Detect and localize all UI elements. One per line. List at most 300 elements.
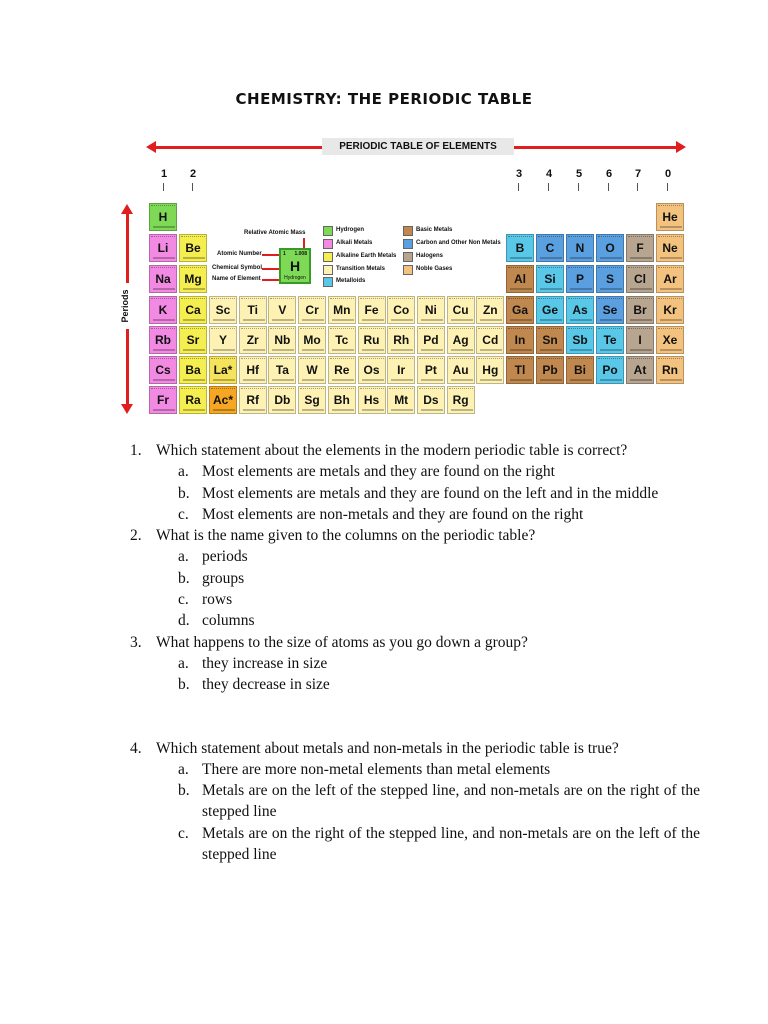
- element-symbol: Po: [602, 363, 618, 377]
- element-symbol: Ne: [662, 241, 678, 255]
- element-name-line: [421, 319, 443, 321]
- element-number-line: [508, 236, 534, 240]
- element-symbol: Os: [363, 363, 380, 377]
- element-cell: [387, 326, 415, 354]
- arrow-down-icon: [121, 404, 133, 414]
- element-name-line: [153, 257, 175, 259]
- element-number-line: [449, 328, 475, 332]
- element-symbol: C: [545, 241, 555, 255]
- answer-option: [178, 780, 700, 823]
- option-text: Most elements are non-metals and they are found on the right: [202, 505, 584, 523]
- element-symbol: Cl: [634, 272, 646, 286]
- element-symbol: Ar: [663, 272, 677, 286]
- element-cell: [596, 296, 624, 324]
- element-number-line: [389, 298, 415, 302]
- arrow-up-icon: [121, 204, 133, 214]
- element-name-line: [213, 379, 235, 381]
- key-pointer-line: [262, 254, 279, 256]
- element-symbol: Ga: [511, 303, 528, 317]
- element-number-line: [300, 388, 326, 392]
- element-cell: [328, 356, 356, 384]
- element-number-line: [270, 328, 296, 332]
- element-name-line: [660, 257, 682, 259]
- element-symbol: Kr: [663, 303, 677, 317]
- element-name-line: [153, 319, 175, 321]
- element-symbol: V: [278, 303, 287, 317]
- periodic-table-banner: [0, 138, 768, 156]
- key-atomic-number: Atomic Number: [217, 251, 262, 257]
- element-number-line: [538, 267, 564, 271]
- element-cell: [149, 326, 177, 354]
- element-symbol: Sr: [186, 333, 200, 347]
- element-cell: [268, 326, 296, 354]
- periods-label: Periods: [120, 283, 134, 329]
- element-cell: [566, 296, 594, 324]
- element-cell: [596, 326, 624, 354]
- element-cell: [506, 356, 534, 384]
- element-cell: [566, 326, 594, 354]
- element-symbol: W: [306, 363, 318, 377]
- element-cell: [417, 296, 445, 324]
- element-cell: [149, 386, 177, 414]
- element-name-line: [302, 319, 324, 321]
- legend-swatch: [403, 239, 413, 249]
- element-number-line: [360, 328, 386, 332]
- element-number-line: [628, 236, 654, 240]
- element-name-line: [362, 349, 384, 351]
- element-name-line: [272, 409, 294, 411]
- key-example-name: Hydrogen: [284, 275, 306, 281]
- question: [130, 525, 700, 546]
- legend-swatch: [323, 277, 333, 287]
- element-cell: [506, 326, 534, 354]
- element-symbol: I: [638, 333, 642, 347]
- element-symbol: Hg: [482, 363, 499, 377]
- element-name-line: [480, 349, 502, 351]
- element-cell: [179, 296, 207, 324]
- element-name-line: [510, 319, 532, 321]
- element-cell: [626, 356, 654, 384]
- element-name-line: [630, 379, 652, 381]
- element-symbol: Al: [514, 272, 526, 286]
- element-symbol: Ca: [185, 303, 201, 317]
- answer-option: [178, 589, 700, 610]
- element-cell: [328, 326, 356, 354]
- element-cell: [417, 356, 445, 384]
- element-symbol: Sb: [572, 333, 588, 347]
- element-symbol: Li: [157, 241, 169, 255]
- question-number: 1.: [130, 442, 142, 459]
- element-symbol: Mn: [333, 303, 351, 317]
- element-name-line: [451, 379, 473, 381]
- element-cell: [358, 326, 386, 354]
- element-symbol: Rh: [393, 333, 410, 347]
- element-name-line: [540, 257, 562, 259]
- element-name-line: [630, 349, 652, 351]
- element-symbol: Rb: [155, 333, 171, 347]
- element-name-line: [600, 319, 622, 321]
- arrow-left-icon: [146, 141, 156, 153]
- option-letter: a.: [178, 463, 189, 481]
- group-number: 6: [599, 168, 619, 180]
- element-cell: [506, 265, 534, 293]
- option-letter: a.: [178, 760, 189, 778]
- element-number-line: [241, 298, 267, 302]
- group-number: 5: [569, 168, 589, 180]
- option-letter: d.: [178, 612, 190, 630]
- option-letter: a.: [178, 654, 189, 672]
- element-number-line: [151, 205, 177, 209]
- answer-option: [178, 461, 700, 482]
- element-number-line: [419, 358, 445, 362]
- legend-label: Transition Metals: [336, 266, 386, 272]
- option-letter: b.: [178, 782, 190, 800]
- element-number-line: [360, 298, 386, 302]
- element-name-line: [510, 257, 532, 259]
- element-name-line: [630, 257, 652, 259]
- element-number-line: [658, 298, 684, 302]
- element-cell: [656, 326, 684, 354]
- element-name-line: [391, 349, 413, 351]
- element-name-line: [480, 379, 502, 381]
- element-symbol: Sg: [304, 393, 320, 407]
- element-name-line: [213, 319, 235, 321]
- option-letter: b.: [178, 569, 190, 587]
- element-symbol: Br: [633, 303, 647, 317]
- element-number-line: [538, 298, 564, 302]
- element-name-line: [272, 379, 294, 381]
- element-symbol: Fr: [157, 393, 169, 407]
- key-pointer-line: [262, 268, 279, 270]
- element-cell: [447, 296, 475, 324]
- legend-swatch: [323, 252, 333, 262]
- key-example-mass: 1.008: [294, 251, 307, 257]
- element-number-line: [181, 298, 207, 302]
- element-symbol: Ba: [185, 363, 201, 377]
- element-symbol: Tl: [514, 363, 526, 377]
- element-symbol: Si: [544, 272, 556, 286]
- element-name-line: [183, 288, 205, 290]
- option-text: There are more non-metal elements than metal elements: [202, 760, 551, 778]
- element-cell: [239, 326, 267, 354]
- option-text: they decrease in size: [202, 676, 330, 694]
- element-name-line: [570, 379, 592, 381]
- element-cell: [239, 296, 267, 324]
- legend-label: Halogens: [416, 253, 444, 259]
- element-number-line: [449, 298, 475, 302]
- option-text: periods: [202, 548, 248, 566]
- element-symbol: Ti: [247, 303, 258, 317]
- element-number-line: [419, 328, 445, 332]
- element-number-line: [478, 328, 504, 332]
- element-cell: [358, 386, 386, 414]
- key-example-number: 1: [283, 251, 286, 257]
- element-cell: [209, 386, 237, 414]
- element-name-line: [243, 379, 265, 381]
- element-name-line: [421, 379, 443, 381]
- element-cell: [268, 356, 296, 384]
- element-cell: [149, 265, 177, 293]
- element-name-line: [332, 349, 354, 351]
- element-name-line: [660, 288, 682, 290]
- element-number-line: [598, 298, 624, 302]
- element-cell: [387, 296, 415, 324]
- element-number-line: [181, 267, 207, 271]
- answer-option: [178, 759, 700, 780]
- element-name-line: [243, 319, 265, 321]
- element-cell: [268, 386, 296, 414]
- element-number-line: [151, 358, 177, 362]
- element-number-line: [568, 328, 594, 332]
- element-symbol: P: [575, 272, 584, 286]
- element-symbol: S: [605, 272, 614, 286]
- option-text: columns: [202, 612, 255, 630]
- element-cell: [656, 265, 684, 293]
- element-name-line: [630, 288, 652, 290]
- element-name-line: [153, 226, 175, 228]
- element-number-line: [360, 388, 386, 392]
- element-number-line: [628, 358, 654, 362]
- element-cell: [149, 356, 177, 384]
- element-name-line: [302, 379, 324, 381]
- element-number-line: [538, 328, 564, 332]
- answer-option: [178, 610, 700, 631]
- element-cell: [656, 203, 684, 231]
- question-text: What happens to the size of atoms as you go down a group?: [156, 633, 528, 651]
- element-symbol: Tc: [335, 333, 349, 347]
- legend-swatch: [323, 265, 333, 275]
- element-cell: [566, 234, 594, 262]
- element-cell: [447, 326, 475, 354]
- element-name-line: [570, 257, 592, 259]
- element-name-line: [600, 257, 622, 259]
- legend-swatch: [323, 226, 333, 236]
- element-name-line: [510, 349, 532, 351]
- element-symbol: Hf: [246, 363, 260, 377]
- group-number: 3: [509, 168, 529, 180]
- element-cell: [596, 265, 624, 293]
- element-symbol: Zn: [482, 303, 498, 317]
- element-symbol: Cd: [482, 333, 499, 347]
- element-number-line: [211, 328, 237, 332]
- element-cell: [536, 326, 564, 354]
- element-symbol: Rn: [662, 363, 678, 377]
- element-cell: [626, 326, 654, 354]
- element-number-line: [449, 388, 475, 392]
- option-text: groups: [202, 569, 245, 587]
- element-number-line: [628, 298, 654, 302]
- element-number-line: [211, 358, 237, 362]
- element-name-line: [183, 349, 205, 351]
- element-name-line: [540, 349, 562, 351]
- element-cell: [447, 356, 475, 384]
- element-symbol: Mt: [394, 393, 409, 407]
- element-cell: [596, 356, 624, 384]
- question: [130, 738, 700, 759]
- element-number-line: [419, 298, 445, 302]
- legend-label: Metalloids: [336, 278, 366, 284]
- option-text: Most elements are metals and they are found on the right: [202, 463, 555, 481]
- element-number-line: [270, 358, 296, 362]
- element-cell: [656, 296, 684, 324]
- element-cell: [476, 356, 504, 384]
- element-symbol: Au: [452, 363, 469, 377]
- element-number-line: [508, 267, 534, 271]
- element-cell: [298, 326, 326, 354]
- element-cell: [506, 296, 534, 324]
- element-number-line: [330, 358, 356, 362]
- element-number-line: [628, 328, 654, 332]
- element-name-line: [480, 319, 502, 321]
- element-number-line: [181, 358, 207, 362]
- element-number-line: [508, 298, 534, 302]
- element-number-line: [568, 298, 594, 302]
- element-name-line: [660, 319, 682, 321]
- element-symbol: He: [662, 210, 678, 224]
- banner-label: PERIODIC TABLE OF ELEMENTS: [322, 138, 514, 155]
- element-cell: [358, 356, 386, 384]
- legend-swatch: [323, 239, 333, 249]
- element-symbol: O: [605, 241, 615, 255]
- element-name-line: [540, 319, 562, 321]
- legend-label: Alkaline Earth Metals: [336, 253, 397, 259]
- key-example-cell: [279, 248, 311, 284]
- element-symbol: As: [572, 303, 588, 317]
- element-name-line: [362, 409, 384, 411]
- element-number-line: [538, 236, 564, 240]
- element-cell: [476, 296, 504, 324]
- option-text: they increase in size: [202, 654, 328, 672]
- element-number-line: [151, 236, 177, 240]
- element-symbol: Nb: [274, 333, 291, 347]
- element-cell: [417, 386, 445, 414]
- element-cell: [566, 265, 594, 293]
- element-symbol: Ge: [541, 303, 558, 317]
- group-number: 1: [154, 168, 174, 180]
- element-symbol: Xe: [662, 333, 678, 347]
- element-number-line: [389, 388, 415, 392]
- element-name-line: [660, 349, 682, 351]
- element-number-line: [568, 236, 594, 240]
- element-symbol: Y: [218, 333, 227, 347]
- answer-option: [178, 504, 700, 525]
- element-symbol: Cu: [452, 303, 469, 317]
- element-symbol: Pb: [542, 363, 558, 377]
- element-name-line: [332, 319, 354, 321]
- element-cell: [656, 234, 684, 262]
- option-letter: b.: [178, 676, 190, 694]
- question: [130, 440, 700, 461]
- element-cell: [566, 356, 594, 384]
- element-name-line: [660, 226, 682, 228]
- element-number-line: [211, 298, 237, 302]
- element-cell: [447, 386, 475, 414]
- key-relative-atomic-mass: Relative Atomic Mass: [244, 230, 306, 236]
- option-text: Most elements are metals and they are found on the left and in the middle: [202, 484, 659, 502]
- element-number-line: [598, 358, 624, 362]
- legend-swatch: [403, 226, 413, 236]
- element-cell: [179, 326, 207, 354]
- element-symbol: Hs: [363, 393, 380, 407]
- element-cell: [328, 296, 356, 324]
- answer-option: [178, 823, 700, 866]
- element-name-line: [570, 288, 592, 290]
- element-cell: [298, 296, 326, 324]
- element-name-line: [362, 379, 384, 381]
- element-name-line: [183, 379, 205, 381]
- option-letter: c.: [178, 824, 189, 842]
- arrow-right-icon: [676, 141, 686, 153]
- element-number-line: [538, 358, 564, 362]
- legend-label: Noble Gases: [416, 266, 453, 272]
- answer-option: [178, 546, 700, 567]
- element-name-line: [153, 379, 175, 381]
- group-number: 0: [658, 168, 678, 180]
- element-symbol: Pd: [423, 333, 439, 347]
- element-number-line: [449, 358, 475, 362]
- element-symbol: Sn: [542, 333, 558, 347]
- element-name-line: [243, 409, 265, 411]
- element-number-line: [389, 328, 415, 332]
- question-number: 4.: [130, 739, 142, 757]
- element-number-line: [270, 298, 296, 302]
- page-title: CHEMISTRY: THE PERIODIC TABLE: [235, 90, 533, 108]
- option-letter: a.: [178, 548, 189, 566]
- element-name-line: [272, 349, 294, 351]
- element-symbol: Mo: [303, 333, 321, 347]
- element-number-line: [151, 388, 177, 392]
- element-symbol: Ru: [363, 333, 380, 347]
- element-name-line: [213, 409, 235, 411]
- element-number-line: [658, 205, 684, 209]
- element-name-line: [391, 319, 413, 321]
- element-cell: [268, 296, 296, 324]
- key-name-of-element: Name of Element: [212, 276, 261, 282]
- option-text: Metals are on the left of the stepped line, and non-metals are on the right of the stepped line: [202, 782, 700, 821]
- element-cell: [626, 296, 654, 324]
- element-symbol: Te: [603, 333, 617, 347]
- element-symbol: Rf: [246, 393, 260, 407]
- element-symbol: La*: [213, 363, 233, 377]
- element-cell: [239, 356, 267, 384]
- answer-option: [178, 674, 700, 695]
- group-number: 4: [539, 168, 559, 180]
- element-number-line: [300, 328, 326, 332]
- question-text: Which statement about metals and non-metals in the periodic table is true?: [156, 739, 619, 757]
- element-cell: [387, 386, 415, 414]
- element-number-line: [300, 358, 326, 362]
- element-number-line: [151, 298, 177, 302]
- question-number: 3.: [130, 633, 142, 651]
- element-cell: [536, 234, 564, 262]
- answer-option: [178, 483, 700, 504]
- group-number: 2: [183, 168, 203, 180]
- question-number: 2.: [130, 527, 142, 545]
- option-letter: c.: [178, 591, 189, 609]
- key-pointer-line: [303, 238, 305, 248]
- element-name-line: [570, 349, 592, 351]
- element-cell: [417, 326, 445, 354]
- legend-swatch: [403, 252, 413, 262]
- element-name-line: [332, 379, 354, 381]
- element-number-line: [330, 298, 356, 302]
- element-name-line: [302, 349, 324, 351]
- element-number-line: [330, 328, 356, 332]
- element-name-line: [421, 409, 443, 411]
- element-number-line: [568, 358, 594, 362]
- element-cell: [149, 234, 177, 262]
- element-symbol: Mg: [184, 272, 202, 286]
